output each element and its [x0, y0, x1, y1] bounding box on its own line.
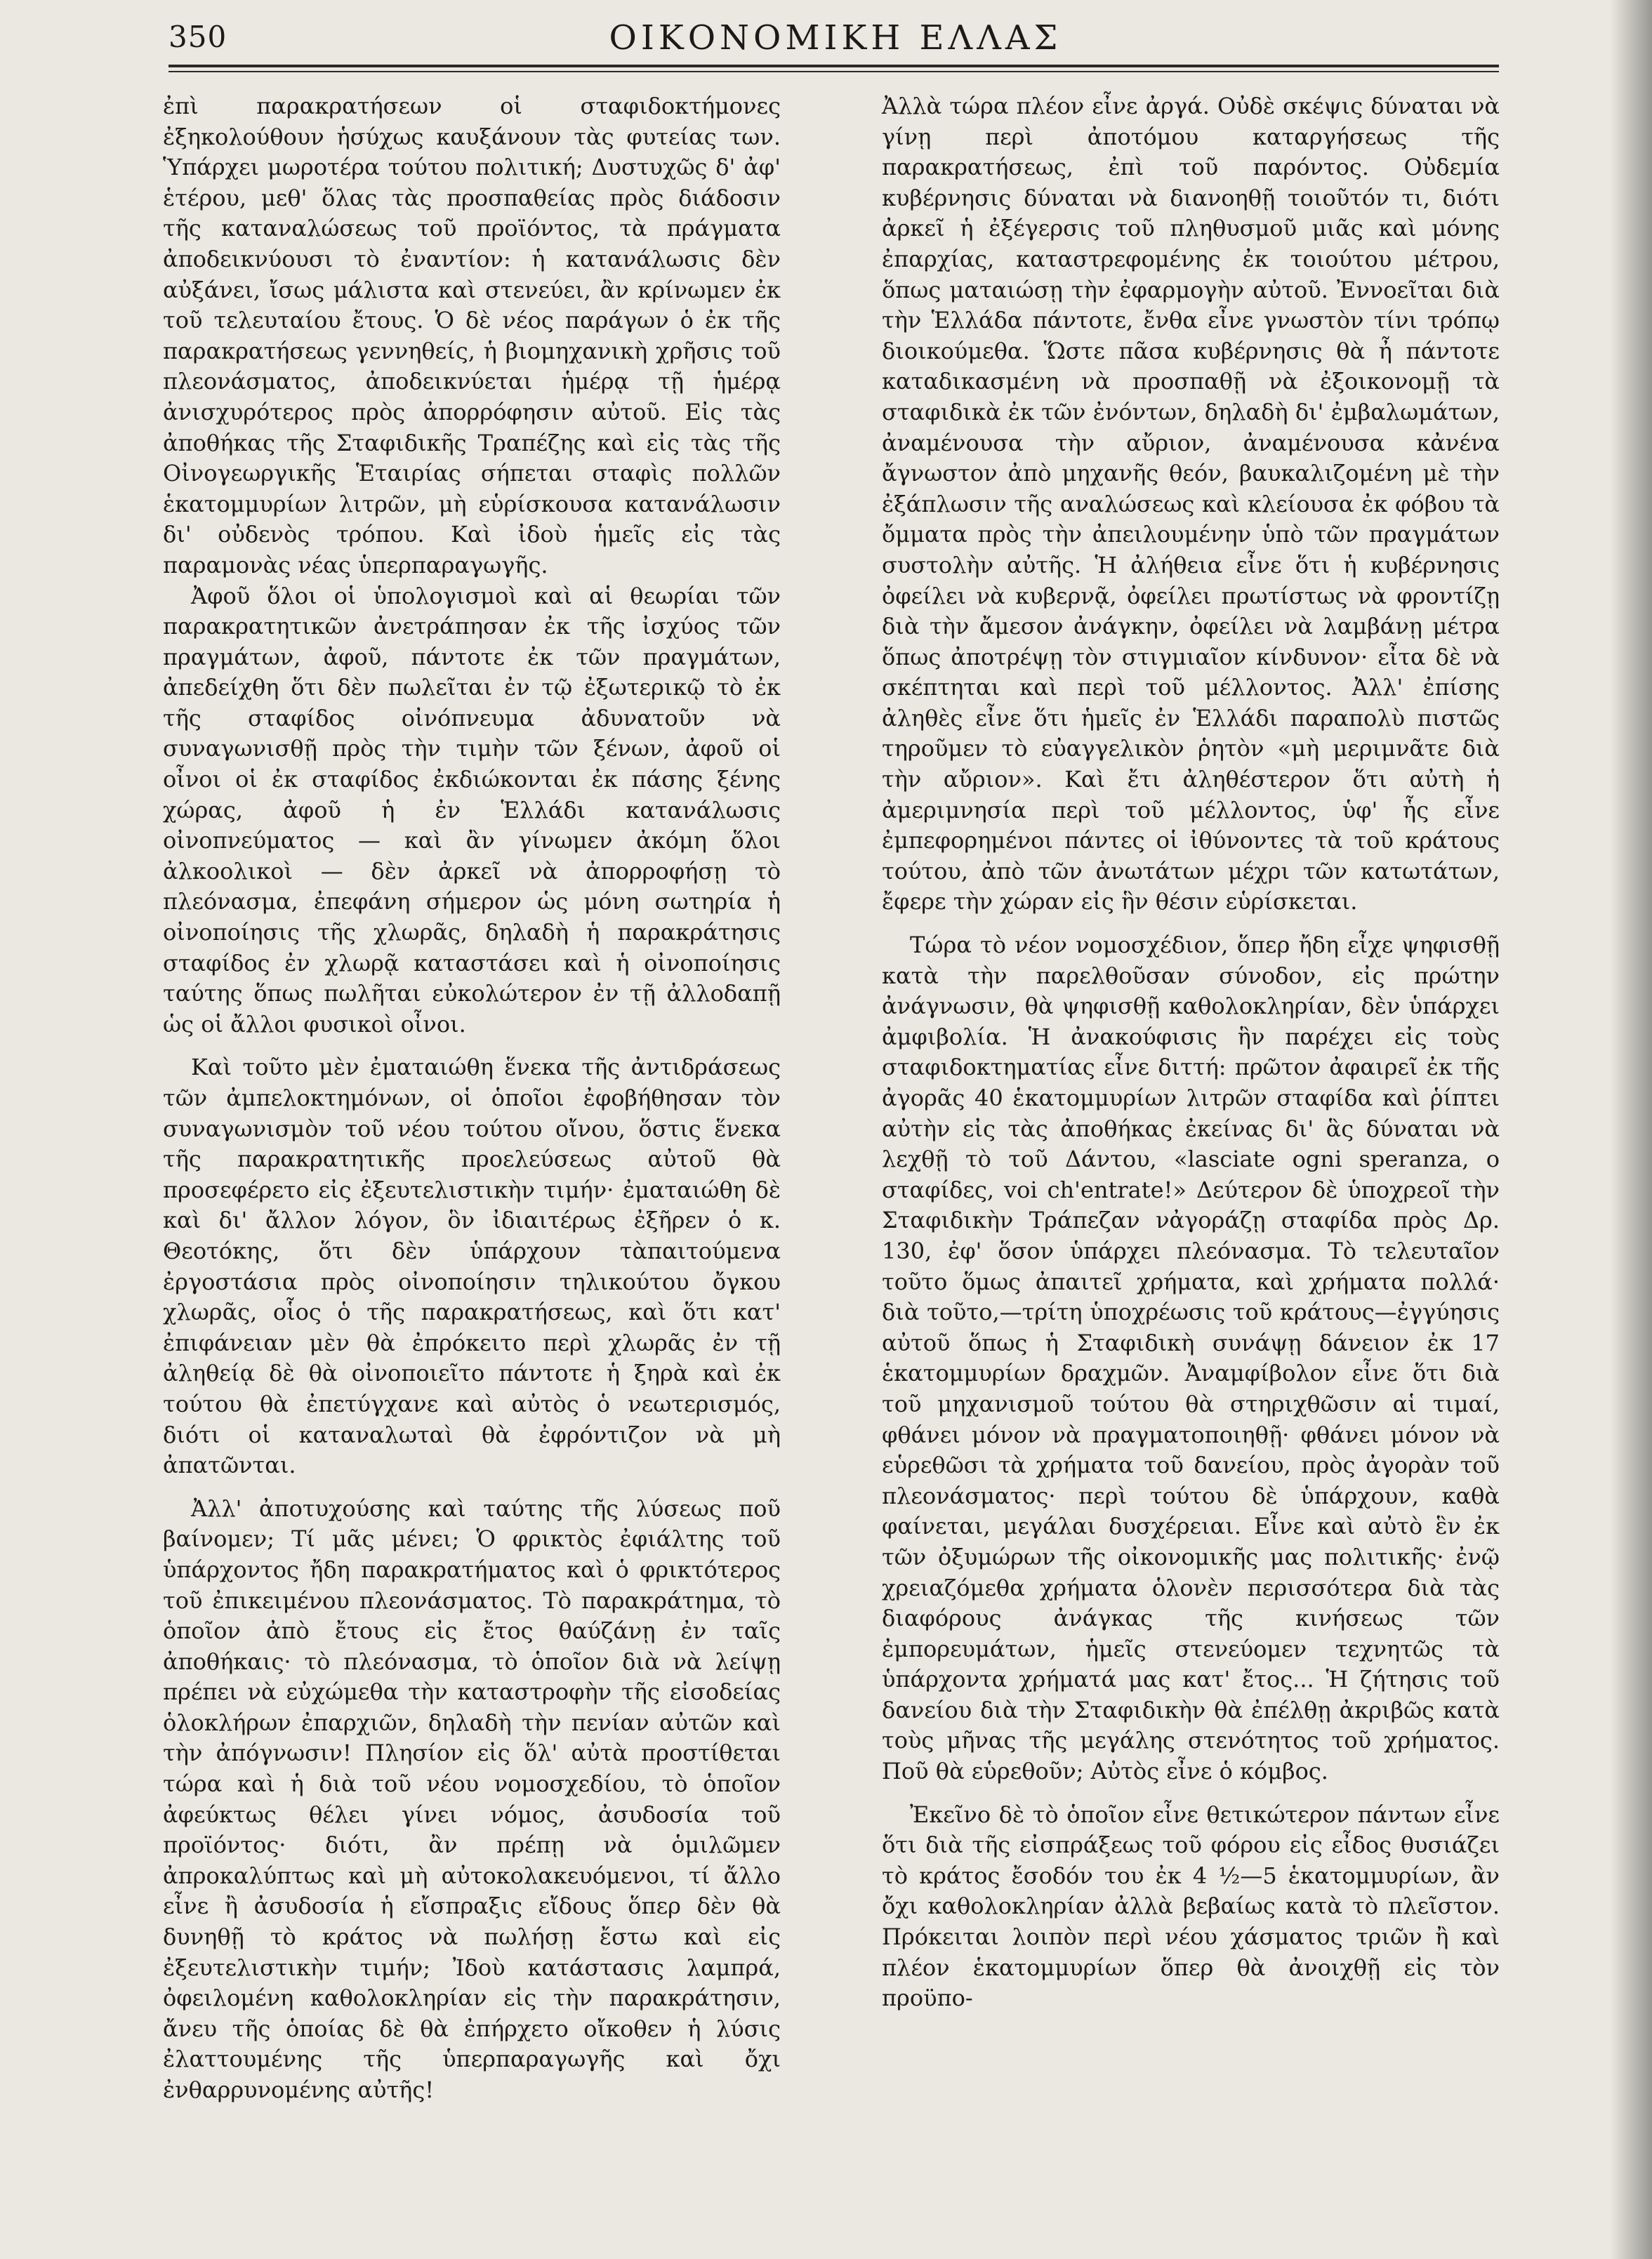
paragraph: Ἀλλ' ἀποτυχούσης καὶ ταύτης τῆς λύσεως ποῦ βαίνομεν; Τί μᾶς μένει; Ὁ φρικτὸς ἐφιάλτης τοῦ ὑπάρχοντος ἤδη παρακρατήματος καὶ ὁ φρικτότερος τοῦ ἐπικειμένου πλεονάσματος. Τὸ παρακράτημα, τὸ ὁποῖον ἀπὸ ἔτους εἰς ἔτος θαύζάνῃ ἐν ταῖς ἀποθήκαις· τὸ πλεόνασμα, τὸ ὁποῖον διὰ νὰ λείψῃ πρέπει νὰ εὐχώμεθα τὴν καταστροφὴν τῆς εἰσοδείας ὁλοκλήρων ἐπαρχιῶν, δηλαδὴ τὴν πενίαν αὐτῶν καὶ τὴν ἀπόγνωσιν! Πλησίον εἰς ὅλ' αὐτὰ προστίθεται τώρα καὶ ἡ διὰ τοῦ νέου νομοσχεδίου, τὸ ὁποῖον ἀφεύκτως θέλει γίνει νόμος, ἀσυδοσία τοῦ προϊόντος· διότι, ἂν πρέπῃ νὰ ὁμιλῶμεν ἀπροκαλύπτως καὶ μὴ αὐτοκολακευόμενοι, τί ἄλλο εἶνε ἢ ἀσυδοσία ἡ εἴσπραξις εἴδους ὅπερ δὲν θὰ δυνηθῇ τὸ κράτος νὰ πωλήσῃ ἔστω καὶ εἰς ἐξευτελιστικὴν τιμήν; Ἰδοὺ κατάστασις λαμπρά, ὀφειλομένη καθολοκληρίαν εἰς τὴν παρακράτησιν, ἄνευ τῆς ὁποίας δὲ θὰ ἐπήρχετο οἴκοθεν ἡ λύσις ἐλαττουμένης τῆς ὑπερπαραγωγῆς καὶ ὄχι ἐνθαρρυνομένης αὐτῆς!	[163, 1495, 781, 2103]
paragraph: Ἀφοῦ ὅλοι οἱ ὑπολογισμοὶ καὶ αἱ θεωρίαι τῶν παρακρατητικῶν ἀνετράπησαν ἐκ τῆς ἰσχύος τῶν πραγμάτων, ἀφοῦ, πάντοτε ἐκ τῶν πραγμάτων, ἀπεδείχθη ὅτι δὲν πωλεῖται ἐν τῷ ἐξωτερικῷ τὸ ἐκ τῆς σταφίδος οἰνόπνευμα ἀδυνατοῦν νὰ συναγωνισθῇ πρὸς τὴν τιμὴν τῶν ξένων, ἀφοῦ οἱ οἶνοι οἱ ἐκ σταφίδος ἐκδιώκονται ἐκ πάσης ξένης χώρας, ἀφοῦ ἡ ἐν Ἑλλάδι κατανάλωσις οἰνοπνεύματος — καὶ ἂν γίνωμεν ἀκόμη ὅλοι ἀλκοολικοὶ — δὲν ἀρκεῖ νὰ ἀπορροφήσῃ τὸ πλεόνασμα, ἐπεφάνη σήμερον ὡς μόνη σωτηρία ἡ οἰνοποίησις τῆς χλωρᾶς, δηλαδὴ ἡ παρακράτησις σταφίδος ἐν χλωρᾷ καταστάσει καὶ ἡ οἰνοποίησις ταύτης ὅπως πωλῆται εὐκολώτερον ἐν τῇ ἀλλοδαπῇ ὡς οἱ ἄλλοι φυσικοὶ οἶνοι.	[163, 582, 781, 1038]
paragraph: Ἐκεῖνο δὲ τὸ ὁποῖον εἶνε θετικώτερον πάντων εἶνε ὅτι διὰ τῆς εἰσπράξεως τοῦ φόρου εἰς εἶδος θυσιάζει τὸ κράτος ἔσοδόν του ἐκ 4 ½—5 ἑκατομμυρίων, ἂν ὄχι καθολοκληρίαν ἀλλὰ βεβαίως κατὰ τὸ πλεῖστον. Πρόκειται λοιπὸν περὶ νέου χάσματος τριῶν ἢ καὶ πλέον ἑκατομμυρίων ὅπερ θὰ ἀνοιχθῇ εἰς τὸν προϋπο-	[882, 1801, 1500, 2012]
page-number: 350	[168, 20, 227, 54]
header-rule	[168, 65, 1499, 67]
paragraph: Ἀλλὰ τώρα πλέον εἶνε ἀργά. Οὐδὲ σκέψις δύναται νὰ γίνῃ περὶ ἀποτόμου καταργήσεως τῆς παρακρατήσεως, ἐπὶ τοῦ παρόντος. Οὐδεμία κυβέρνησις δύναται νὰ διανοηθῇ τοιοῦτόν τι, διότι ἀρκεῖ ἡ ἐξέγερσις τοῦ πληθυσμοῦ μιᾶς καὶ μόνης ἐπαρχίας, καταστρεφομένης ἐκ τοιούτου μέτρου, ὅπως ματαιώσῃ τὴν ἐφαρμογὴν αὐτοῦ. Ἐννοεῖται διὰ τὴν Ἑλλάδα πάντοτε, ἔνθα εἶνε γνωστὸν τίνι τρόπῳ διοικούμεθα. Ὥστε πᾶσα κυβέρνησις θὰ ἦ πάντοτε καταδικασμένη νὰ προσπαθῇ νὰ ἐξοικονομῇ τὰ σταφιδικὰ ἐκ τῶν ἐνόντων, δηλαδὴ δι' ἐμβαλωμάτων, ἀναμένουσα τὴν αὔριον, ἀναμένουσα κἀνένα ἄγνωστον ἀπὸ μηχανῆς θεόν, βαυκαλιζομένη μὲ τὴν ἐξάπλωσιν τῆς αναλώσεως καὶ κλείουσα ἐκ φόβου τὰ ὄμματα πρὸς τὴν ἀπειλουμένην ὑπὸ τῶν πραγμάτων συστολὴν αὐτῆς. Ἡ ἀλήθεια εἶνε ὅτι ἡ κυβέρνησις ὀφείλει νὰ κυβερνᾷ, ὀφείλει πρωτίστως νὰ φροντίζῃ διὰ τὴν ἄμεσον ἀνάγκην, ὀφείλει νὰ λαμβάνῃ μέτρα ὅπως ἀποτρέψῃ τὸν στιγμιαῖον κίνδυνον· εἶτα δὲ νὰ σκέπτηται καὶ περὶ τοῦ μέλλοντος. Ἀλλ' ἐπίσης ἀληθὲς εἶνε ὅτι ἡμεῖς ἐν Ἑλλάδι παραπολὺ πιστῶς τηροῦμεν τὸ εὐαγγελικὸν ῥητὸν «μὴ μεριμνᾶτε διὰ τὴν αὔριον». Καὶ ἔτι ἀληθέστερον ὅτι αὐτὴ ἡ ἀμεριμνησία περὶ τοῦ μέλλοντος, ὑφ' ἧς εἶνε ἐμπεφορημένοι πάντες οἱ ἰθύνοντες τὰ τοῦ κράτους τούτου, ἀπὸ τῶν ἀνωτάτων μέχρι τῶν κατωτάτων, ἔφερε τὴν χώραν εἰς ἣν θέσιν εὑρίσκεται.	[882, 93, 1500, 915]
right-column	[882, 91, 1500, 2014]
binding-shadow	[1610, 0, 1652, 2259]
paragraph: ἐπὶ παρακρατήσεων οἱ σταφιδοκτήμονες ἐξηκολούθουν ἡσύχως καυξάνουν τὰς φυτείας των. Ὑπάρχει μωροτέρα τούτου πολιτική; Δυστυχῶς δ' ἀφ' ἑτέρου, μεθ' ὅλας τὰς προσπαθείας πρὸς διάδοσιν τῆς καταναλώσεως τοῦ προϊόντος, τὰ πράγματα ἀποδεικνύουσι τὸ ἐναντίον: ἡ κατανάλωσις δὲν αὐξάνει, ἴσως μάλιστα καὶ στενεύει, ἂν κρίνωμεν ἐκ τοῦ τελευταίου ἔτους. Ὁ δὲ νέος παράγων ὁ ἐκ τῆς παρακρατήσεως γεννηθείς, ἡ βιομηχανικὴ χρῆσις τοῦ πλεονάσματος, ἀποδεικνύεται ἡμέρᾳ τῇ ἡμέρᾳ ἀνισχυρότερος πρὸς ἀπορρόφησιν αὐτοῦ. Εἰς τὰς ἀποθήκας τῆς Σταφιδικῆς Τραπέζης καὶ εἰς τὰς τῆς Οἰνογεωργικῆς Ἑταιρίας σήπεται σταφὶς πολλῶν ἑκατομμυρίων λιτρῶν, μὴ εὑρίσκουσα κατανάλωσιν δι' οὐδενὸς τρόπου. Καὶ ἰδοὺ ἡμεῖς εἰς τὰς παραμονὰς νέας ὑπερπαραγωγῆς.	[163, 93, 781, 578]
paragraph: Καὶ τοῦτο μὲν ἐματαιώθη ἕνεκα τῆς ἀντιδράσεως τῶν ἀμπελοκτημόνων, οἱ ὁποῖοι ἐφοβήθησαν τὸν συναγωνισμὸν τοῦ νέου τούτου οἴνου, ὅστις ἕνεκα τῆς παρακρατητικῆς προελεύσεως αὐτοῦ θὰ προσεφέρετο εἰς ἐξευτελιστικὴν τιμήν· ἐματαιώθη δὲ καὶ δι' ἄλλον λόγον, ὃν ἰδιαιτέρως ἐξῆρεν ὁ κ. Θεοτόκης, ὅτι δὲν ὑπάρχουν τὰπαιτούμενα ἐργοστάσια πρὸς οἰνοποίησιν τηλικούτου ὄγκου χλωρᾶς, οἷος ὁ τῆς παρακρατήσεως, καὶ ὅτι κατ' ἐπιφάνειαν μὲν θὰ ἐπρόκειτο περὶ χλωρᾶς ἐν τῇ ἀληθείᾳ δὲ θὰ οἰνοποιεῖτο πάντοτε ἡ ξηρὰ καὶ ἐκ τούτου θὰ ἐπετύγχανε καὶ αὐτὸς ὁ νεωτερισμός, διότι οἱ καταναλωταὶ θὰ ἐφρόντιζον νὰ μὴ ἀπατῶνται.	[163, 1054, 781, 1479]
journal-title: ΟΙΚΟΝΟΜΙΚΗ ΕΛΛΑΣ	[609, 18, 1062, 58]
page-header	[168, 14, 1502, 70]
header-rule-thin	[168, 71, 1499, 72]
paragraph: Τώρα τὸ νέον νομοσχέδιον, ὅπερ ἤδη εἶχε ψηφισθῇ κατὰ τὴν παρελθοῦσαν σύνοδον, εἰς πρώτην ἀνάγνωσιν, θὰ ψηφισθῇ καθολοκληρίαν, δὲν ὑπάρχει ἀμφιβολία. Ἡ ἀνακούφισις ἣν παρέχει εἰς τοὺς σταφιδοκτηματίας εἶνε διττή: πρῶτον ἀφαιρεῖ ἐκ τῆς ἀγορᾶς 40 ἑκατομμυρίων λιτρῶν σταφίδα καὶ ῥίπτει αὐτὴν εἰς τὰς ἀποθήκας ἐκείνας δι' ἃς δύναται νὰ λεχθῇ τὸ τοῦ Δάντου, «lasciate ogni speranza, ο σταφίδες, voi ch'entrate!» Δεύτερον δὲ ὑποχρεοῖ τὴν Σταφιδικὴν Τράπεζαν νἀγοράζῃ σταφίδα πρὸς Δρ. 130, ἐφ' ὅσον ὑπάρχει πλεόνασμα. Τὸ τελευταῖον τοῦτο ὅμως ἀπαιτεῖ χρήματα, καὶ χρήματα πολλά· διὰ τοῦτο,—τρίτη ὑποχρέωσις τοῦ κράτους—ἐγγύησις αὐτοῦ ὅπως ἡ Σταφιδικὴ συνάψῃ δάνειον ἐκ 17 ἑκατομμυρίων δραχμῶν. Ἀναμφίβολον εἶνε ὅτι διὰ τοῦ μηχανισμοῦ τούτου θὰ στηριχθῶσιν αἱ τιμαί, φθάνει μόνον νὰ πραγματοποιηθῇ· φθάνει μόνον νὰ εὑρεθῶσι τὰ χρήματα τοῦ δανείου, πρὸς ἀγορὰν τοῦ πλεονάσματος· περὶ τούτου δὲ ὑπάρχουν, καθὰ φαίνεται, μεγάλαι δυσχέρειαι. Εἶνε καὶ αὐτὸ ἓν ἐκ τῶν ὀξυμώρων τῆς οἰκονομικῆς μας πολιτικῆς· ἐνῷ χρειαζόμεθα χρήματα ὁλονὲν περισσότερα διὰ τὰς διαφόρους ἀνάγκας τῆς κινήσεως τῶν ἐμπορευμάτων, ἡμεῖς στενεύομεν τεχνητῶς τὰ ὑπάρχοντα χρήματά μας κατ' ἔτος... Ἡ ζήτησις τοῦ δανείου διὰ τὴν Σταφιδικὴν θὰ ἐπέλθῃ ἀκριβῶς κατὰ τοὺς μῆνας τῆς μεγάλης στενότητος τοῦ χρήματος. Ποῦ θὰ εὑρεθοῦν; Αὐτὸς εἶνε ὁ κόμβος.	[882, 932, 1500, 1785]
left-column	[163, 91, 781, 2106]
